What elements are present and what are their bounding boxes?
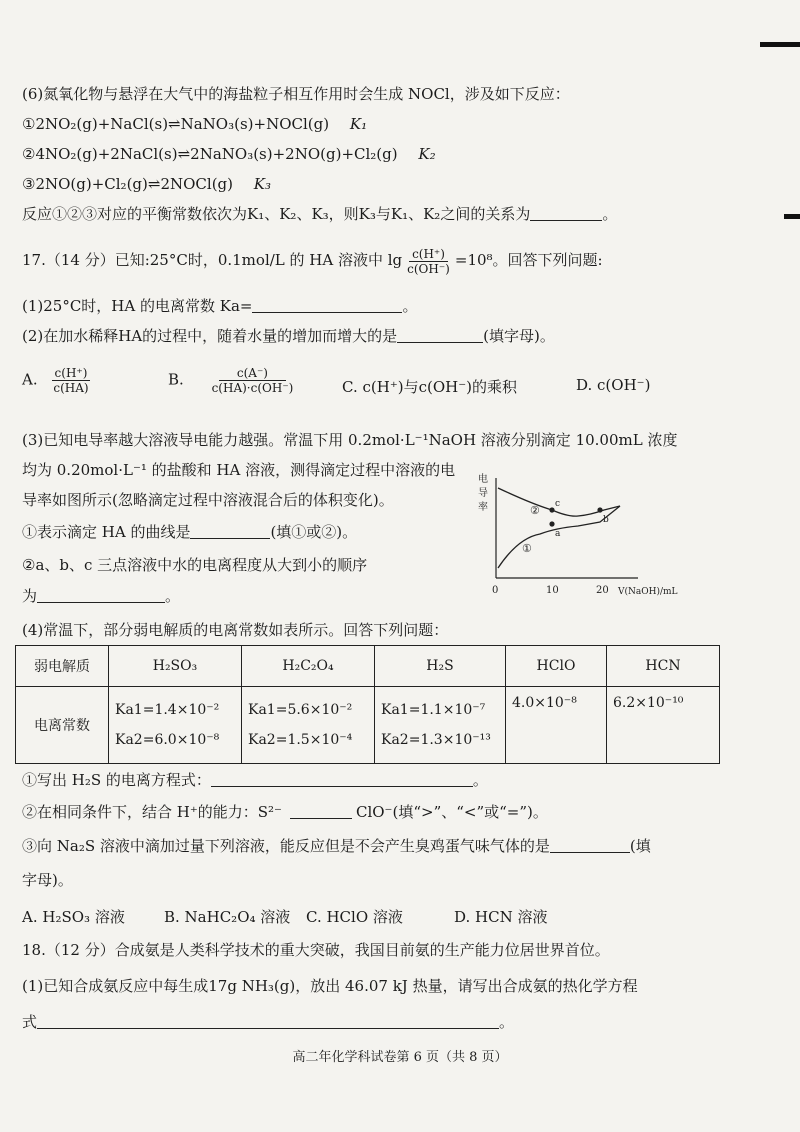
answer-blank[interactable] <box>397 328 483 343</box>
q17-option-b: B. NaHC₂O₄ 溶液 <box>164 908 291 926</box>
table-header: H₂C₂O₄ <box>242 646 375 687</box>
q17-option-d: D. HCN 溶液 <box>454 908 548 926</box>
q17-option-c: C. HClO 溶液 <box>306 908 403 926</box>
label-c: c <box>555 499 561 509</box>
table-cell: Ka1=5.6×10⁻² Ka2=1.5×10⁻⁴ <box>242 687 375 764</box>
q17-part3-line2: 均为 0.20mol·L⁻¹ 的盐酸和 HA 溶液，测得滴定过程中溶液的电 <box>22 461 456 479</box>
point-b <box>597 507 602 512</box>
answer-blank[interactable] <box>290 804 352 819</box>
ylabel-1: 电 <box>478 474 488 485</box>
answer-blank[interactable] <box>37 588 165 603</box>
q17-part3-line3: 导率如图所示(忽略滴定过程中溶液混合后的体积变化)。 <box>22 491 394 509</box>
curve-1-label: ① <box>522 542 532 555</box>
point-a <box>549 521 554 526</box>
table-header: H₂SO₃ <box>109 646 242 687</box>
q17-header: 17.（14 分）已知:25°C时，0.1mol/L 的 HA 溶液中 lg $\frac{c(H^+)}{c(OH^-)}$ =10⁸。回答下列问题: <box>22 246 603 276</box>
q17-part3-q2: ②a、b、c 三点溶液中水的电离程度从大到小的顺序 <box>22 556 368 574</box>
scan-edge-mark <box>760 42 800 47</box>
tick-10: 10 <box>546 585 559 596</box>
ylabel-3: 率 <box>478 502 488 513</box>
option-d: D. c(OH⁻) <box>576 376 651 394</box>
q17-part3-line1: (3)已知电导率越大溶液导电能力越强。常温下用 0.2mol·L⁻¹NaOH 溶液分别滴定 10.00mL 浓度 <box>22 431 678 449</box>
q17-option-a: A. H₂SO₃ 溶液 <box>22 908 125 926</box>
scan-edge-mark <box>784 214 800 219</box>
curve-2-label: ② <box>530 504 540 517</box>
table-cell: 6.2×10⁻¹⁰ <box>607 687 720 764</box>
ratio-fraction: $\frac{c(H^+)}{c(OH^-)}$ <box>407 246 450 276</box>
table-header: HCN <box>607 646 720 687</box>
q18-header: 18.（12 分）合成氨是人类科学技术的重大突破，我国目前氨的生产能力位居世界首位。 <box>22 941 610 959</box>
q17-part4-q3: ③向 Na₂S 溶液中滴加过量下列溶液，能反应但是不会产生臭鸡蛋气味气体的是 (填 <box>22 837 651 855</box>
table-row-label: 电离常数 <box>16 687 109 764</box>
option-a: A. $\frac{c(H^+)}{c(HA)}$ <box>22 366 89 395</box>
page-footer: 高二年化学科试卷第 6 页（共 8 页） <box>292 1050 508 1065</box>
q17-part4-q1: ①写出 H₂S 的电离方程式： 。 <box>22 771 488 789</box>
xlabel: V(NaOH)/mL <box>618 587 678 597</box>
ylabel-2: 导 <box>478 488 488 499</box>
table-header: HClO <box>506 646 607 687</box>
q17-part1: (1)25°C时，HA 的电离常数 Ka= 。 <box>22 297 418 315</box>
k2: K₂ <box>418 145 436 163</box>
q17-part3-q1: ①表示滴定 HA 的曲线是 (填①或②)。 <box>22 523 358 541</box>
reaction-2: ②4NO₂(g)+2NaCl(s)⇌2NaNO₃(s)+2NO(g)+Cl₂(g) K₂ <box>22 145 436 163</box>
table-cell: Ka1=1.4×10⁻² Ka2=6.0×10⁻⁸ <box>109 687 242 764</box>
q17-part4-q3-cont: 字母)。 <box>22 871 73 889</box>
option-c: C. c(H⁺)与c(OH⁻)的乘积 <box>342 378 517 396</box>
q17-part4-q2: ②在相同条件下，结合 H⁺的能力：S²⁻ ClO⁻(填“>”、“<”或“=”)。 <box>22 803 548 821</box>
answer-blank[interactable] <box>37 1014 499 1029</box>
answer-blank[interactable] <box>550 838 630 853</box>
tick-0: 0 <box>492 585 499 596</box>
q17-part2: (2)在加水稀释HA的过程中，随着水量的增加而增大的是 (填字母)。 <box>22 327 555 345</box>
answer-blank[interactable] <box>530 206 602 221</box>
answer-blank[interactable] <box>211 772 473 787</box>
answer-blank[interactable] <box>190 524 270 539</box>
option-b: B. $\frac{c(A^-)}{c(HA)\cdot c(OH^-)}$ <box>168 366 294 395</box>
table-row-label: 弱电解质 <box>16 646 109 687</box>
answer-blank[interactable] <box>252 298 402 313</box>
table-cell: Ka1=1.1×10⁻⁷ Ka2=1.3×10⁻¹³ <box>375 687 506 764</box>
ionization-table <box>15 645 720 764</box>
tick-20: 20 <box>596 585 609 596</box>
label-a: a <box>555 529 561 539</box>
k3: K₃ <box>253 175 272 193</box>
reaction-3: ③2NO(g)+Cl₂(g)⇌2NOCl(g) K₃ <box>22 175 272 193</box>
q18-part1-line2: 式 。 <box>22 1013 515 1031</box>
point-c <box>549 507 554 512</box>
q17-part3-q2-answer: 为 。 <box>22 587 181 605</box>
reaction-1: ①2NO₂(g)+NaCl(s)⇌NaNO₃(s)+NOCl(g) K₁ <box>22 115 368 133</box>
k1: K₁ <box>349 115 368 133</box>
q18-part1-line1: (1)已知合成氨反应中每生成17g NH₃(g)，放出 46.07 kJ 热量，请写出合成氨的热化学方程 <box>22 977 638 995</box>
table-header: H₂S <box>375 646 506 687</box>
label-b: b <box>603 515 609 525</box>
section6-intro: (6)氮氧化物与悬浮在大气中的海盐粒子相互作用时会生成 NOCl，涉及如下反应： <box>22 85 570 103</box>
conductivity-graph <box>470 468 698 606</box>
q17-part4-intro: (4)常温下，部分弱电解质的电离常数如表所示。回答下列问题： <box>22 621 449 639</box>
table-cell: 4.0×10⁻⁸ <box>506 687 607 764</box>
section6-question: 反应①②③对应的平衡常数依次为K₁、K₂、K₃，则K₃与K₁、K₂之间的关系为 。 <box>22 205 618 223</box>
